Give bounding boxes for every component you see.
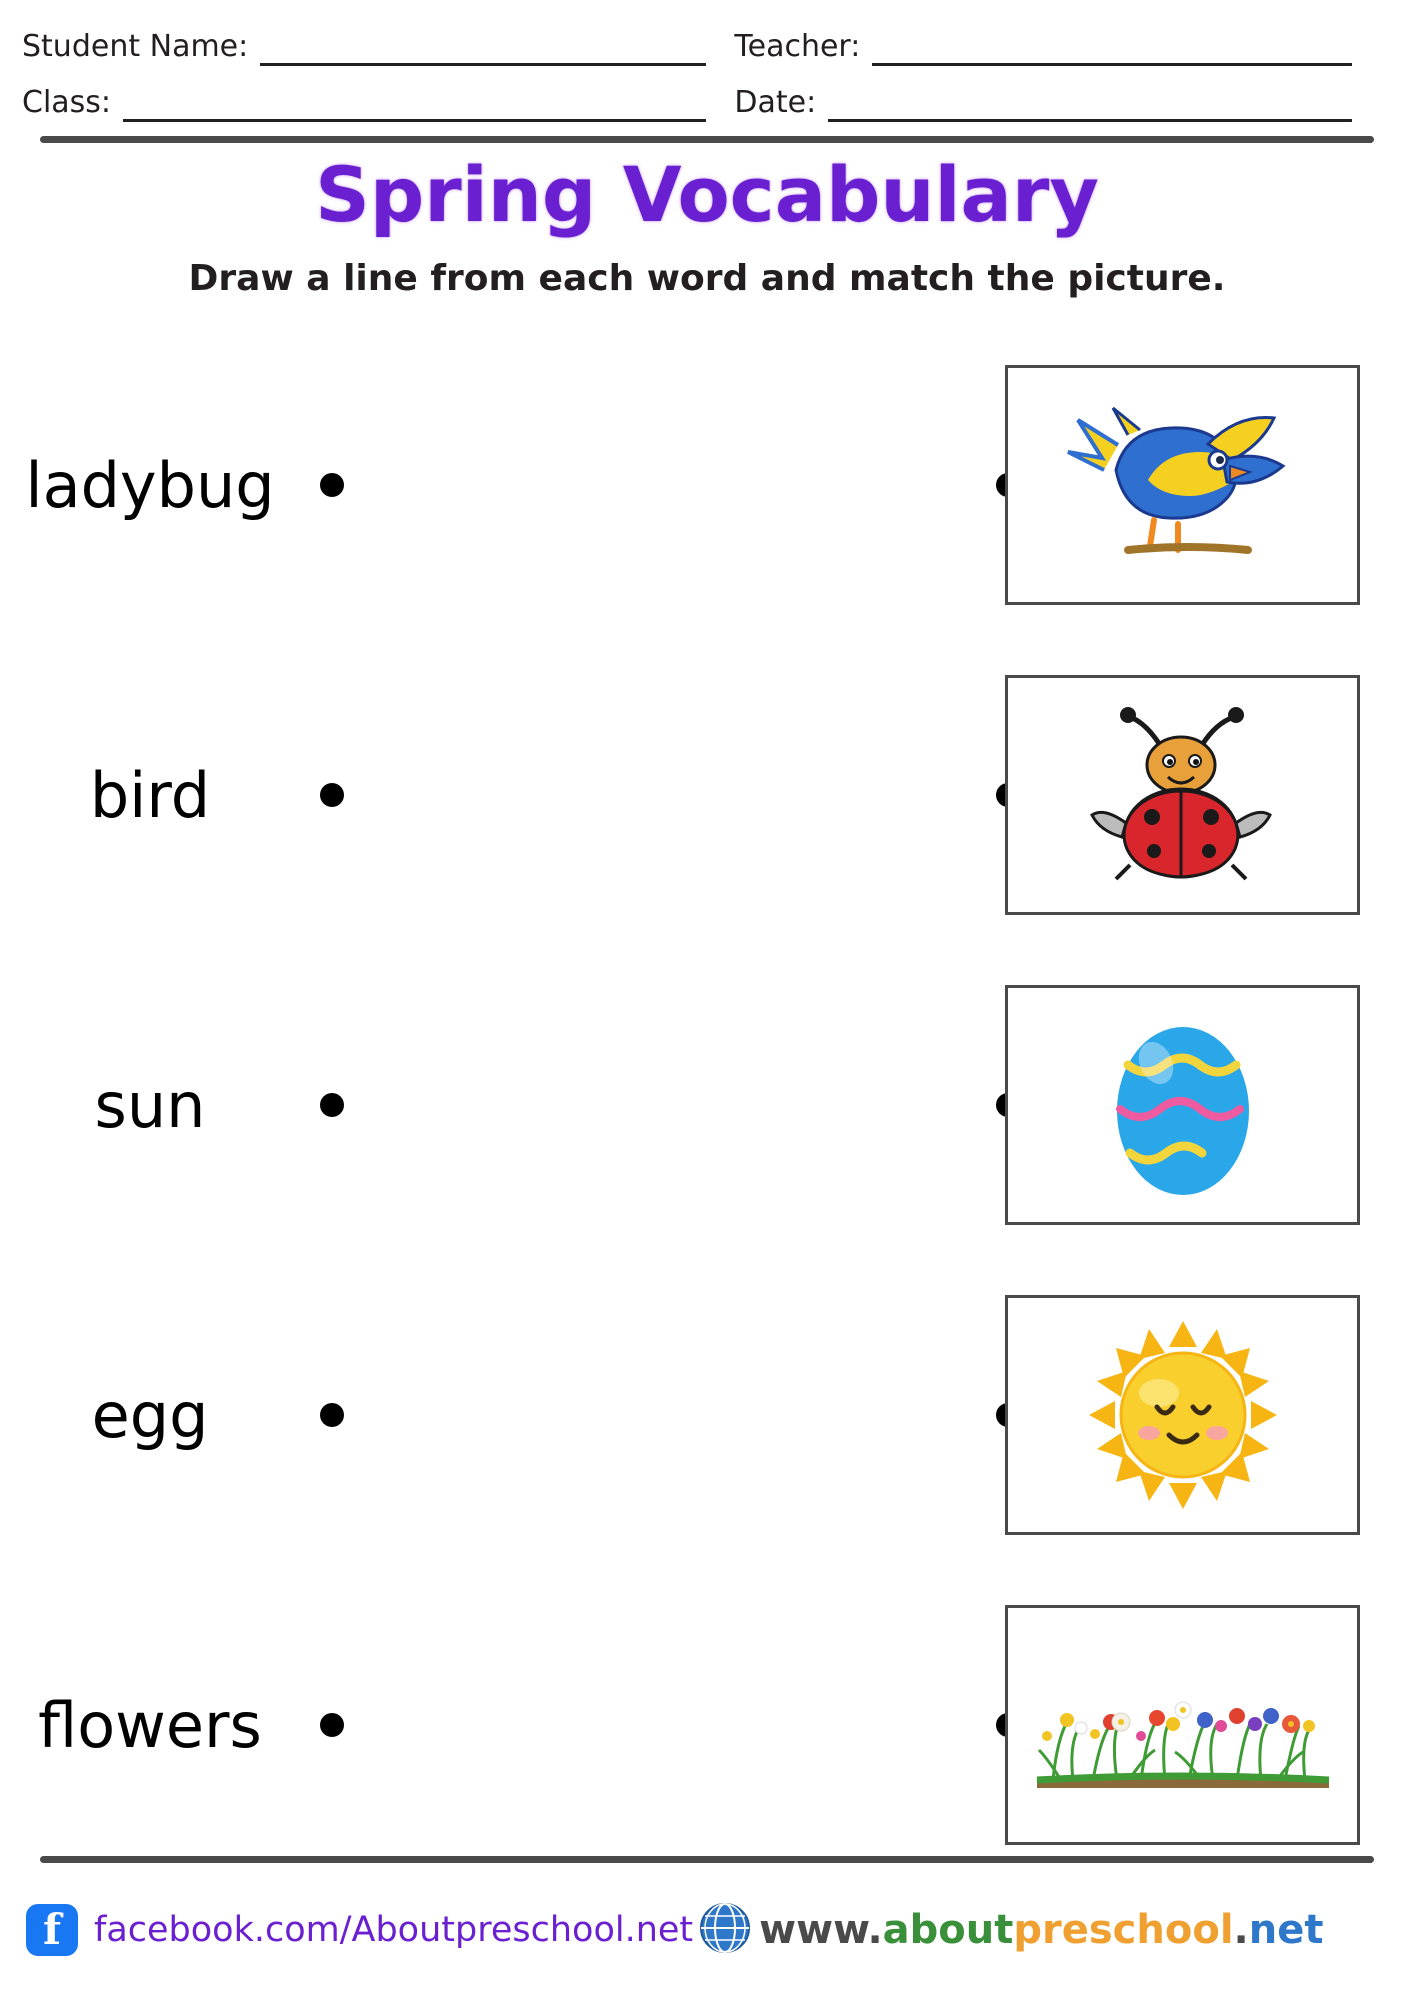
match-row <box>0 640 1414 950</box>
teacher-label: Teacher: <box>734 29 861 64</box>
site-about: about <box>882 1907 1014 1953</box>
word-label: ladybug <box>25 448 275 522</box>
match-row <box>0 950 1414 1260</box>
divider-top <box>40 136 1374 143</box>
word-label: bird <box>89 758 211 832</box>
ladybug-icon <box>1068 705 1298 885</box>
instructions: Draw a line from each word and match the picture. <box>188 258 1226 299</box>
site-dot1: . <box>867 1907 883 1953</box>
class-field[interactable] <box>22 85 734 122</box>
bird-picture <box>1005 365 1360 605</box>
flower-bed-icon <box>1033 1660 1333 1790</box>
date-input[interactable] <box>828 92 1352 122</box>
date-field[interactable] <box>734 85 1392 122</box>
match-row <box>0 1570 1414 1880</box>
egg-picture <box>1005 985 1360 1225</box>
word-connector-dot[interactable] <box>320 1093 344 1117</box>
site-school: school <box>1088 1907 1234 1953</box>
ladybug-picture <box>1005 675 1360 915</box>
date-label: Date: <box>734 85 817 120</box>
easter-egg-icon <box>1098 1005 1268 1205</box>
student-name-input[interactable] <box>260 36 706 66</box>
facebook-icon[interactable]: f <box>26 1904 78 1956</box>
word-connector-dot[interactable] <box>320 473 344 497</box>
match-row <box>0 330 1414 640</box>
teacher-input[interactable] <box>872 36 1352 66</box>
class-label: Class: <box>22 85 112 120</box>
flowers-picture <box>1005 1605 1360 1845</box>
website-link[interactable] <box>759 1907 1323 1953</box>
word-connector-dot[interactable] <box>320 783 344 807</box>
student-name-field[interactable] <box>22 29 734 66</box>
site-www: www <box>759 1907 868 1953</box>
divider-bottom <box>40 1856 1374 1863</box>
header-fields <box>0 10 1414 122</box>
word-label: sun <box>94 1068 206 1142</box>
sun-icon <box>1083 1315 1283 1515</box>
footer <box>0 1895 1414 1965</box>
site-dot2: . <box>1233 1907 1249 1953</box>
teacher-field[interactable] <box>734 29 1392 66</box>
page-title: Spring Vocabulary <box>315 150 1099 239</box>
word-label: egg <box>91 1378 209 1452</box>
facebook-link[interactable]: facebook.com/Aboutpreschool.net <box>94 1910 694 1950</box>
sun-picture <box>1005 1295 1360 1535</box>
word-connector-dot[interactable] <box>320 1403 344 1427</box>
word-label: flowers <box>38 1688 262 1762</box>
student-name-label: Student Name: <box>22 29 249 64</box>
header-row-1 <box>22 10 1392 66</box>
header-row-2 <box>22 66 1392 122</box>
matching-activity <box>0 330 1414 1880</box>
class-input[interactable] <box>123 92 706 122</box>
bird-icon <box>1058 400 1308 570</box>
word-connector-dot[interactable] <box>320 1713 344 1737</box>
globe-icon <box>699 1902 751 1959</box>
site-net: net <box>1248 1907 1324 1953</box>
site-pre: pre <box>1013 1907 1089 1953</box>
match-row <box>0 1260 1414 1570</box>
